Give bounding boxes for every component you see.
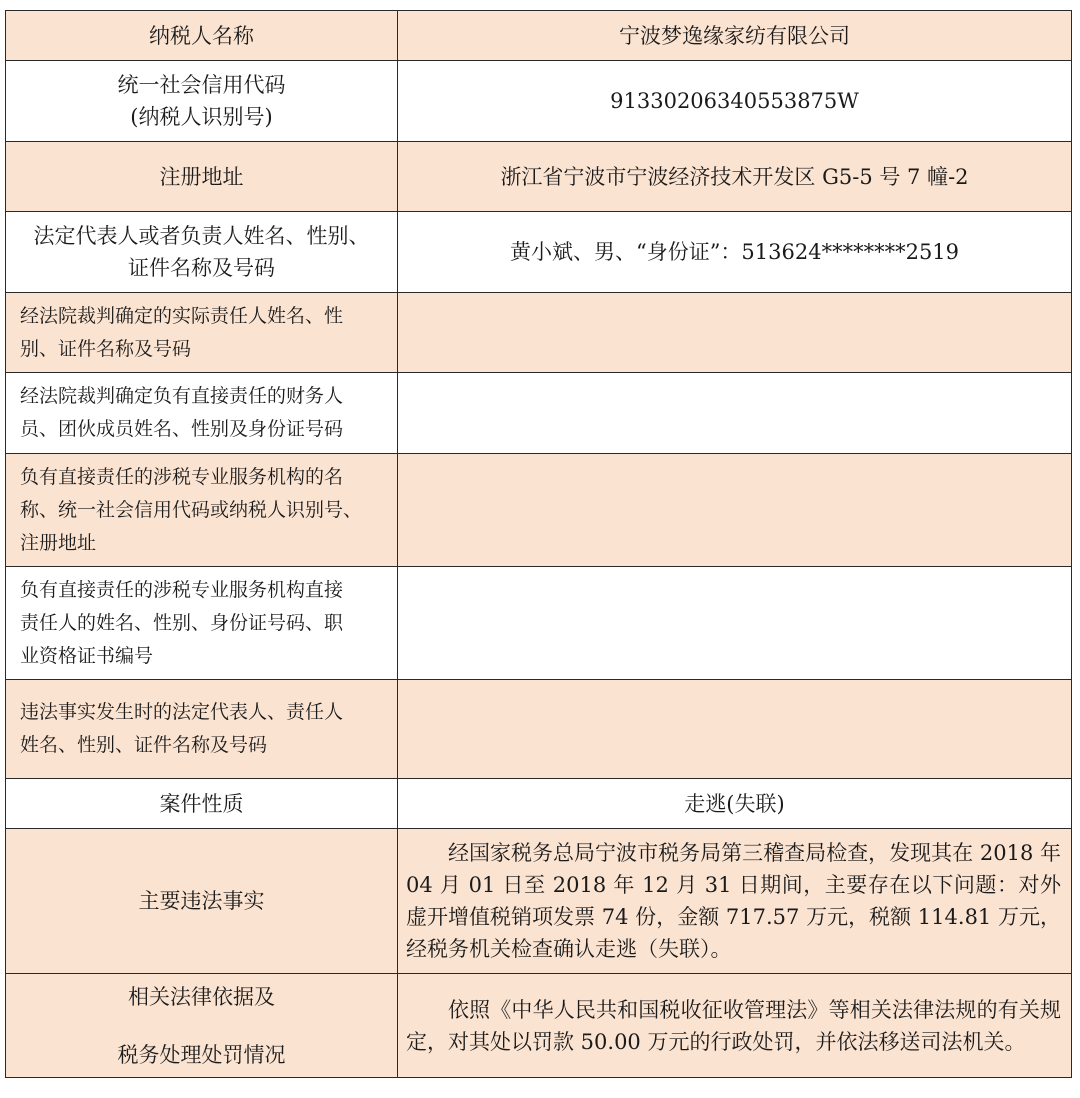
label-agency [6,454,398,567]
label-taxpayer-name: 纳税人名称 [6,11,398,61]
label-legal-rep-line2: 证件名称及号码 [128,256,275,280]
label-legal-basis-line2: 税务处理处罚情况 [117,1042,286,1067]
value-address: 浙江省宁波市宁波经济技术开发区 G5-5 号 7 幢-2 [398,142,1072,212]
legal-basis-paragraph: 依照《中华人民共和国税收征收管理法》等相关法律法规的有关规定，对其处以罚款 50.00 万元的行政处罚，并依法移送司法机关。 [406,997,1061,1054]
label-court-responsible [6,293,398,373]
value-court-finance [398,373,1072,454]
label-case-nature: 案件性质 [6,779,398,829]
label-court-finance-line2: 员、团伙成员姓名、性别及身份证号码 [20,418,344,440]
label-legal-rep-line1: 法定代表人或者负责人姓名、性别、 [33,224,370,248]
value-agency-person [398,567,1072,680]
value-main-facts [398,829,1072,974]
label-agency-person-line1: 负有直接责任的涉税专业服务机构直接 [20,578,344,601]
table-row [6,454,1072,567]
value-legal-rep: 黄小斌、男、“身份证”：513624********2519 [398,212,1072,293]
label-court-finance [6,373,398,454]
table-row [6,829,1072,974]
label-agency-person-line2: 责任人的姓名、性别、身份证号码、职 [20,611,344,634]
label-agency-line1: 负有直接责任的涉税专业服务机构的名 [20,465,344,488]
value-legal-basis [398,974,1072,1078]
value-taxpayer-name: 宁波梦逸缘家纺有限公司 [398,11,1072,61]
value-case-nature: 走逃(失联) [398,779,1072,829]
label-violation-rep-line2: 姓名、性别、证件名称及号码 [20,734,268,756]
value-agency [398,454,1072,567]
label-agency-person [6,567,398,680]
taxpayer-info-table [5,10,1072,1078]
value-credit-code: 91330206340553875W [398,61,1072,142]
table-row [6,61,1072,142]
table-row [6,680,1072,779]
label-legal-basis-line1: 相关法律依据及 [128,984,275,1009]
table-row [6,142,1072,212]
label-credit-code-line2: (纳税人识别号) [130,105,273,129]
label-violation-rep-line1: 违法事实发生时的法定代表人、责任人 [20,701,344,723]
label-main-facts: 主要违法事实 [6,829,398,974]
label-court-finance-line1: 经法院裁判确定负有直接责任的财务人 [20,385,344,407]
value-court-responsible [398,293,1072,373]
table-row [6,373,1072,454]
label-address: 注册地址 [6,142,398,212]
label-agency-person-line3: 业资格证书编号 [20,644,154,667]
main-facts-paragraph: 经国家税务总局宁波市税务局第三稽查局检查，发现其在 2018 年 04 月 01 日至 2018 年 12 月 31 日期间，主要存在以下问题：对外虚开增值税销项发票 74 份，金额 717.57 万元，税额 114.81 万元，经税务机关检查确认走逃（失联）。 [406,841,1061,961]
table-row [6,11,1072,61]
table-row [6,212,1072,293]
label-credit-code-line1: 统一社会信用代码 [117,73,286,97]
table-row [6,974,1072,1078]
label-legal-rep [6,212,398,293]
table-row [6,779,1072,829]
label-legal-basis [6,974,398,1078]
table-row [6,293,1072,373]
value-violation-rep [398,680,1072,779]
label-court-responsible-line2: 别、证件名称及号码 [20,337,192,360]
label-credit-code [6,61,398,142]
label-court-responsible-line1: 经法院裁判确定的实际责任人姓名、性 [20,304,344,327]
label-agency-line3: 注册地址 [20,531,97,554]
label-agency-line2: 称、统一社会信用代码或纳税人识别号、 [20,498,363,521]
label-violation-rep [6,680,398,779]
table-row [6,567,1072,680]
